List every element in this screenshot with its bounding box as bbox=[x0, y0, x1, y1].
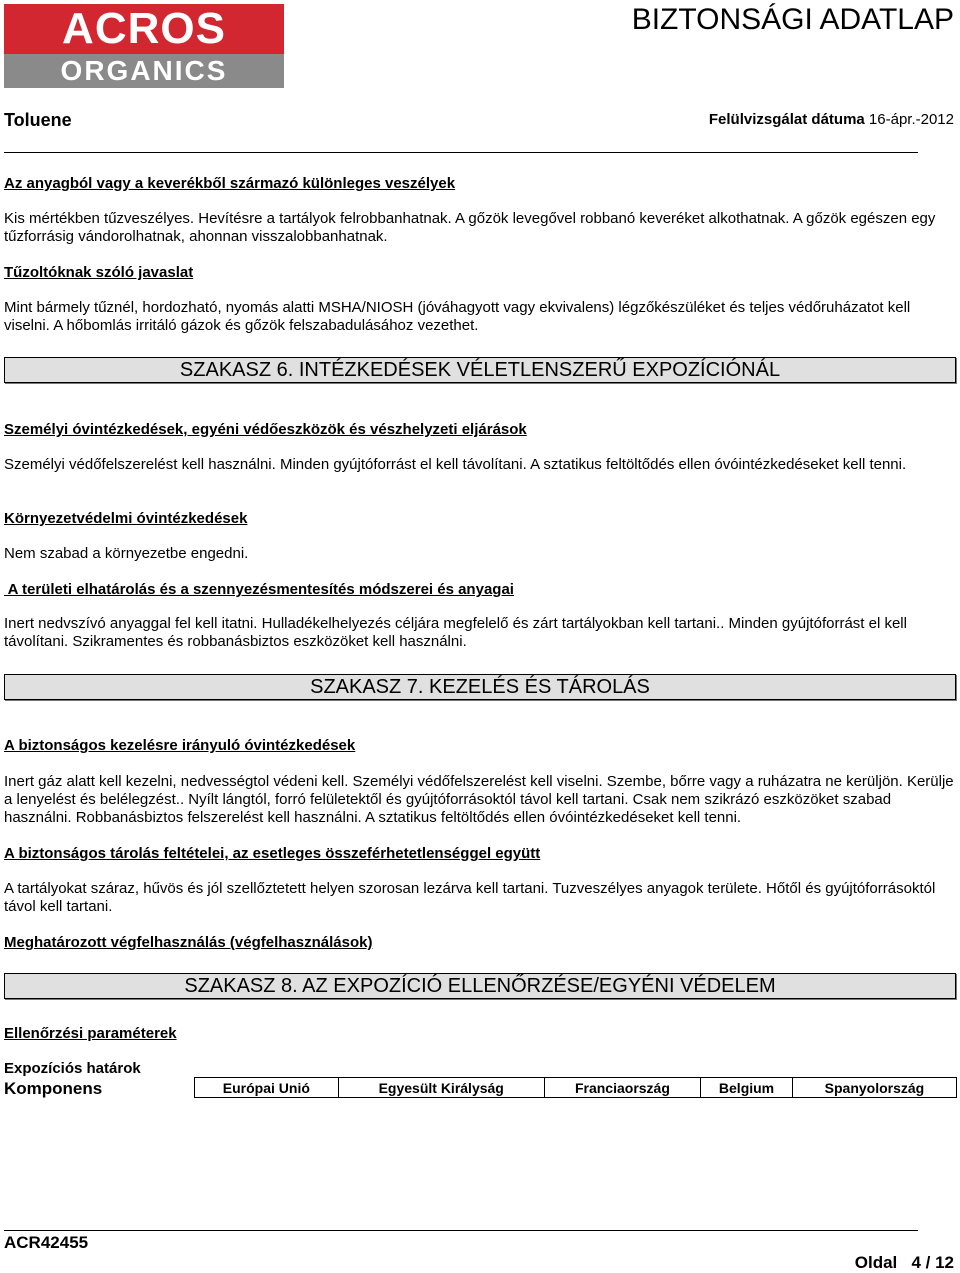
document-title: BIZTONSÁGI ADATLAP bbox=[631, 3, 954, 36]
environmental-precautions-heading: Környezetvédelmi óvintézkedések bbox=[4, 510, 248, 527]
page-number bbox=[855, 1253, 954, 1273]
column-eu: Európai Unió bbox=[195, 1078, 339, 1098]
personal-precautions-text: Személyi védőfelszerelést kell használni. Minden gyújtóforrást el kell távolítani. A sztatikus feltöltődés ellen óvóintézkedéseket kell tenni. bbox=[4, 456, 907, 473]
firefighters-heading: Tűzoltóknak szóló javaslat bbox=[4, 264, 194, 281]
section-6-title: SZAKASZ 6. INTÉZKEDÉSEK VÉLETLENSZERŰ EXPOZÍCIÓNÁL bbox=[4, 357, 956, 383]
column-france: Franciaország bbox=[544, 1078, 700, 1098]
end-use-heading: Meghatározott végfelhasználás (végfelhasználások) bbox=[4, 934, 373, 951]
exposure-limits-table bbox=[194, 1077, 957, 1098]
document-code: ACR42455 bbox=[4, 1233, 89, 1252]
page-label: Oldal bbox=[854, 1253, 898, 1272]
column-uk: Egyesült Királyság bbox=[338, 1078, 544, 1098]
firefighters-text: Mint bármely tűznél, hordozható, nyomás alatti MSHA/NIOSH (jóváhagyott vagy ekvivalens) légzőkészüléket és teljes védőruházatot kell viselni. A hőbomlás irritáló gázok és gőzök felszabadulásához vezethet. bbox=[4, 299, 911, 334]
control-parameters-heading: Ellenőrzési paraméterek bbox=[4, 1025, 177, 1042]
component-label: Komponens bbox=[4, 1079, 103, 1098]
revision-date bbox=[709, 111, 954, 128]
personal-precautions-heading: Személyi óvintézkedések, egyéni védőeszközök és vészhelyzeti eljárások bbox=[4, 421, 527, 438]
containment-text: Inert nedvszívó anyaggal fel kell itatni. Hulladékelhelyezés céljára megfelelő és zárt tartályokban kell tartani.. Minden gyújtóforrást el kell távolítani. Szikramentes és robbanásbiztos eszközöket kell használni. bbox=[4, 615, 907, 650]
footer-divider bbox=[4, 1230, 918, 1231]
safe-storage-text: A tartályokat száraz, hűvös és jól szellőztetett helyen szorosan lezárva kell tartani. Tuzveszélyes anyagok területe. Hőtől és gyújtóforrásoktól távol kell tartani. bbox=[4, 880, 936, 915]
safe-storage-heading: A biztonságos tárolás feltételei, az esetleges összeférhetetlenséggel együtt bbox=[4, 845, 541, 862]
product-name: Toluene bbox=[4, 110, 72, 130]
section-8-title: SZAKASZ 8. AZ EXPOZÍCIÓ ELLENŐRZÉSE/EGYÉNI VÉDELEM bbox=[4, 973, 956, 999]
safe-handling-heading: A biztonságos kezelésre irányuló óvintézkedések bbox=[4, 737, 356, 754]
acros-organics-logo bbox=[4, 4, 284, 88]
table-header-row bbox=[195, 1078, 957, 1098]
special-hazards-heading: Az anyagból vagy a keverékből származó különleges veszélyek bbox=[4, 175, 456, 192]
safe-handling-text: Inert gáz alatt kell kezelni, nedvességtol védeni kell. Személyi védőfelszerelést kell viselni. Szembe, bőrre vagy a ruházatra ne kerüljön. Kerülje a lenyelést és belélegzést.. Nyílt lángtól, forró felületektől és gyújtóforrásoktól távol kell tartani. Csak nem szikrázó eszközöket szabad használni. Robbanásbiztos felszerelést kell használni. A sztatikus feltöltődés ellen óvóintézkedéseket kell tenni. bbox=[4, 773, 954, 826]
column-belgium: Belgium bbox=[701, 1078, 793, 1098]
section-7-title: SZAKASZ 7. KEZELÉS ÉS TÁROLÁS bbox=[4, 674, 956, 700]
containment-heading: A területi elhatárolás és a szennyezésmentesítés módszerei és anyagai bbox=[4, 581, 514, 598]
environmental-precautions-text: Nem szabad a környezetbe engedni. bbox=[4, 545, 249, 562]
exposure-limits-label: Expozíciós határok bbox=[4, 1060, 141, 1077]
logo-top-text: ACROS bbox=[4, 4, 284, 54]
logo-bottom-text: ORGANICS bbox=[4, 54, 284, 88]
revision-date-value: 16-ápr.-2012 bbox=[868, 111, 954, 128]
special-hazards-text: Kis mértékben tűzveszélyes. Hevítésre a tartályok felrobbanhatnak. A gőzök levegővel robbanó keveréket alkothatnak. A gőzök egészen egy tűzforrásig vándorolhatnak, ahonnan visszalobbanhatnak. bbox=[4, 210, 936, 245]
column-spain: Spanyolország bbox=[792, 1078, 956, 1098]
revision-label: Felülvizsgálat dátuma bbox=[708, 111, 865, 128]
header-divider bbox=[4, 152, 918, 153]
page-value: 4 / 12 bbox=[911, 1253, 954, 1272]
